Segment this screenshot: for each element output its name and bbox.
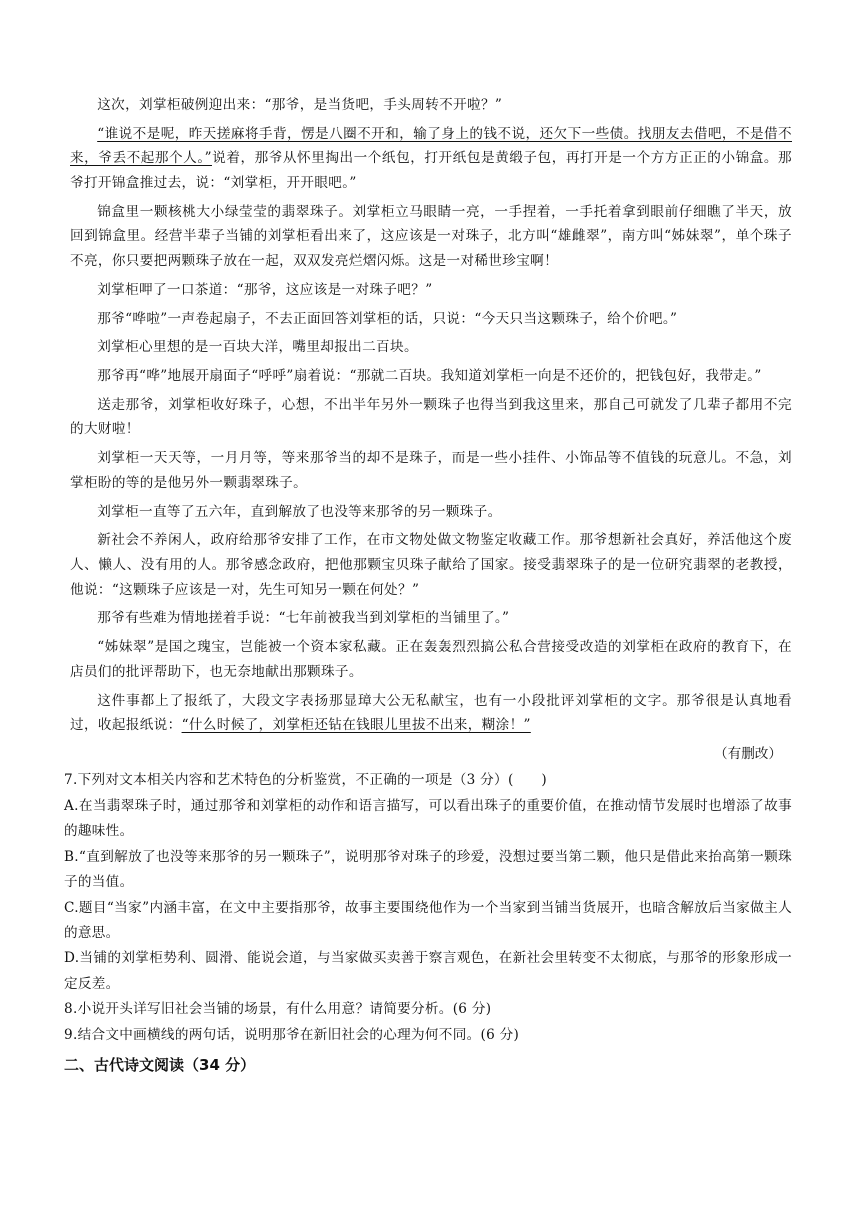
- paragraph-2: [70, 122, 792, 196]
- paragraph-3: 锦盒里一颗核桃大小绿莹莹的翡翠珠子。刘掌柜立马眼睛一亮，一手捏着，一手托着拿到眼前仔细瞧了半天，放回到锦盒里。经营半辈子当铺的刘掌柜看出来了，这应该是一对珠子，北方叫“雄雌翠”，南方叫“姊妹翠”，单个珠子不亮，你只要把两颗珠子放在一起，双双发亮烂熠闪烁。这是一对稀世珍宝啊！: [70, 203, 792, 269]
- question-7-option-d: D.当铺的刘掌柜势利、圆滑、能说会道，与当家做买卖善于察言观色，在新社会里转变不太彻底，与那爷的形象形成一定反差。: [64, 950, 792, 992]
- paragraph-11: 新社会不养闲人，政府给那爷安排了工作，在市文物处做文物鉴定收藏工作。那爷想新社会真好，养活他这个废人、懒人、没有用的人。那爷感念政府，把他那颗宝贝珠子献给了国家。接受翡翠珠子的是一位研究翡翠的老教授，他说：“这颗珠子应该是一对，先生可知另一颗在何处？”: [70, 532, 792, 598]
- source-note: （有删改）: [714, 745, 782, 762]
- paragraph-1: 这次，刘掌柜破例迎出来：“那爷，是当货吧，手头周转不开啦？”: [97, 97, 503, 113]
- paragraph-12: 那爷有些难为情地搓着手说：“七年前被我当到刘掌柜的当铺里了。”: [97, 610, 510, 627]
- paragraph-5: 那爷“哗啦”一声卷起扇子，不去正面回答刘掌柜的话，只说：“今天只当这颗珠子，给个价吧。”: [97, 310, 678, 327]
- question-7: 7.下列对文本相关内容和艺术特色的分析鉴赏，不正确的一项是（3 分）( ): [64, 772, 547, 789]
- question-8: 8.小说开头详写旧社会当铺的场景，有什么用意？请简要分析。(6 分): [64, 1001, 492, 1018]
- question-7-option-c: C.题目“当家”内涵丰富，在文中主要指那爷，故事主要围绕他作为一个当家到当铺当货展开，也暗含解放后当家做主人的意思。: [64, 899, 792, 941]
- paragraph-6: 刘掌柜心里想的是一百块大洋，嘴里却报出二百块。: [97, 339, 418, 356]
- paragraph-13: “姊妹翠”是国之瑰宝，岂能被一个资本家私藏。正在轰轰烈烈搞公私合营接受改造的刘掌柜在政府的教育下，在店员们的批评帮助下，也无奈地献出那颗珠子。: [70, 639, 792, 680]
- section-heading: 二、古代诗文阅读（34 分）: [64, 1055, 256, 1074]
- paragraph-9: 刘掌柜一天天等，一月月等，等来那爷当的却不是珠子，而是一些小挂件、小饰品等不值钱的玩意儿。不急，刘掌柜盼的等的是他另外一颗翡翠珠子。: [70, 450, 792, 491]
- paragraph-7: 那爷再“哗”地展开扇面子“呼呼”扇着说：“那就二百块。我知道刘掌柜一向是不还价的，把钱包好，我带走。”: [97, 368, 762, 385]
- paragraph-14-lead: 这件事都上了报纸了，大段文字表扬那显璋大公无私献宝，也有一小段批评刘掌柜的文字。那爷很是认真地看过，收起报纸说：: [70, 692, 792, 734]
- question-9: 9.结合文中画横线的两句话，说明那爷在新旧社会的心理为何不同。(6 分): [64, 1026, 520, 1043]
- paragraph-8: 送走那爷，刘掌柜收好珠子，心想，不出半年另外一颗珠子也得当到我这里来，那自己可就发了几辈子都用不完的大财啦！: [70, 396, 792, 438]
- paragraph-10: 刘掌柜一直等了五六年，直到解放了也没等来那爷的另一颗珠子。: [97, 503, 502, 520]
- question-7-option-b: B.“直到解放了也没等来那爷的另一颗珠子”，说明那爷对珠子的珍爱，没想过要当第二颗，他只是借此来抬高第一颗珠子的当值。: [64, 848, 792, 891]
- paragraph-4: 刘掌柜呷了一口茶道：“那爷，这应该是一对珠子吧？”: [97, 281, 433, 298]
- passage-content: [64, 93, 792, 1078]
- paragraph-2-rest: 说着，那爷从怀里掏出一个纸包，打开纸包是黄缎子包，再打开是一个方方正正的小锦盒。那爷打开锦盒推过去，说：“刘掌柜，开开眼吧。”: [70, 150, 792, 191]
- underlined-sentence-2: “什么时候了，刘掌柜还钻在钱眼儿里拔不出来，糊涂！”: [181, 717, 531, 734]
- underlined-sentence-1: “谁说不是呢，昨天搓麻将手背，愣是八圈不开和，输了身上的钱不说，还欠下一些债。找朋友去借吧，不是借不来，爷丢不起那个人。”: [70, 125, 792, 167]
- paragraph-14: [70, 689, 792, 738]
- question-7-option-a: A.在当翡翠珠子时，通过那爷和刘掌柜的动作和语言描写，可以看出珠子的重要价值，在推动情节发展时也增添了故事的趣味性。: [64, 797, 792, 840]
- questions-block: [64, 768, 792, 1077]
